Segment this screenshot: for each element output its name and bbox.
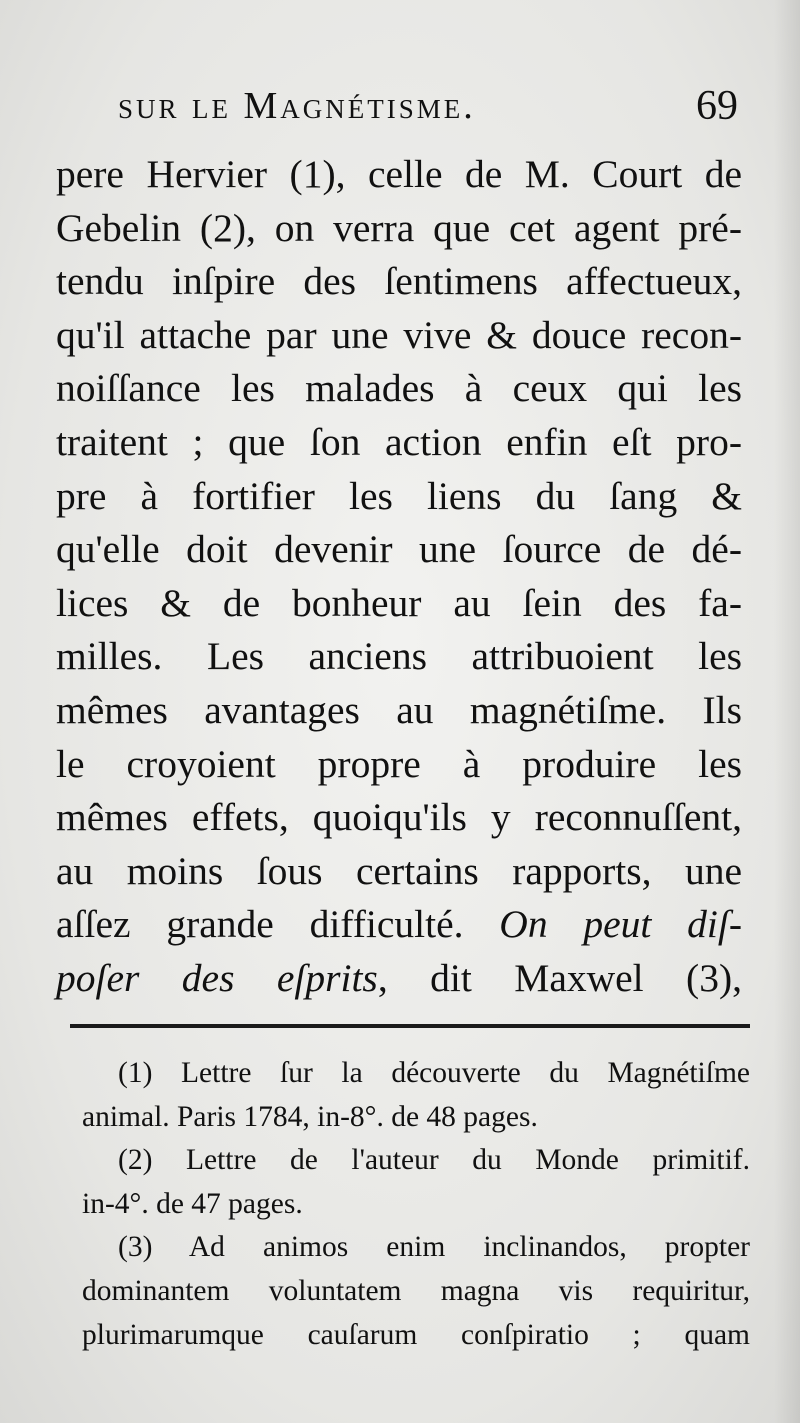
footnote-line: animal. Paris 1784, in-8°. de 48 pages. [82,1100,538,1133]
body-line: qu'elle doit devenir une ſource de dé- [56,527,742,572]
body-text [56,148,742,1006]
body-line: traitent ; que ſon action enfin eſt pro- [56,419,742,464]
footnote-separator-rule [70,1024,750,1028]
body-line: mêmes effets, quoiqu'ils y reconnuſſent, [56,795,742,840]
italic-quote: poſer des eſprits [56,955,378,1000]
footnote-line: plurimarumque cauſarum conſpiratio ; quam [82,1318,750,1351]
body-line: qu'il attache par une vive & douce recon- [56,312,742,357]
body-text-segment: , dit Maxwel (3), [377,955,742,1000]
footnote-line: in-4°. de 47 pages. [82,1187,303,1220]
page-number: 69 [696,83,738,129]
footnote-line: (1) Lettre ſur la découverte du Magnétiſme [118,1057,750,1089]
footnotes [82,1052,750,1357]
body-line-mixed [56,898,742,952]
body-line: le croyoient propre à produire les [56,741,742,786]
body-line: pre à fortifier les liens du ſang & [56,473,742,518]
body-line: noiſſance les malades à ceux qui les [56,366,742,411]
body-text-segment: aſſez grande difficulté. [56,902,464,947]
footnote-line: (3) Ad animos enim inclinandos, propter [118,1231,750,1264]
running-head: sur le Magnétisme. [118,85,476,127]
body-line: milles. Les anciens attribuoient les [56,634,742,679]
body-line-mixed [56,952,742,1006]
footnote-line: dominantem voluntatem magna vis requiritur, [82,1274,750,1307]
footnote-line: (2) Lettre de l'auteur du Monde primitif. [118,1144,750,1177]
body-line: pere Hervier (1), celle de M. Court de [56,152,742,196]
body-line: mêmes avantages au magnétiſme. Ils [56,687,742,732]
body-line: tendu inſpire des ſentimens affectueux, [56,259,742,304]
page-header [118,78,740,138]
body-line: au moins ſous certains rapports, une [56,848,742,893]
body-line: Gebelin (2), on verra que cet agent pré- [56,205,742,250]
italic-quote: On peut diſ- [499,902,742,947]
body-line: lices & de bonheur au ſein des fa- [56,580,742,625]
